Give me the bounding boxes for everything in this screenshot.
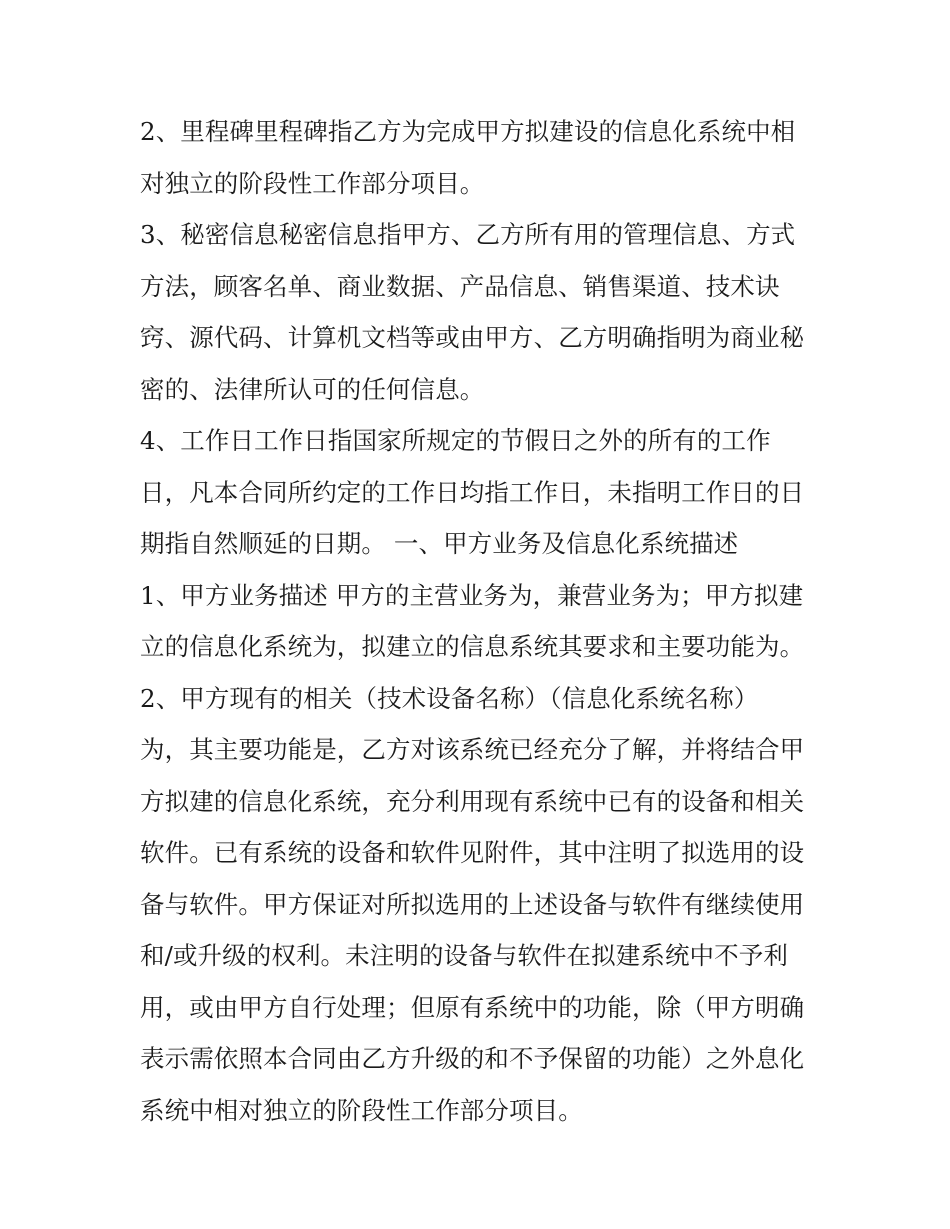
text-line: 窍、源代码、计算机文档等或由甲方、乙方明确指明为商业秘 — [140, 323, 805, 352]
text-line: 软件。已有系统的设备和软件见附件，其中注明了拟选用的设 — [140, 838, 805, 867]
text-line: 2、甲方现有的相关（技术设备名称）（信息化系统名称） — [140, 683, 759, 713]
text-line: 3、秘密信息秘密信息指甲方、乙方所有用的管理信息、方式 — [140, 220, 796, 249]
text-line: 方法，顾客名单、商业数据、产品信息、销售渠道、技术诀 — [140, 271, 780, 301]
text-line: 对独立的阶段性工作部分项目。 — [140, 168, 485, 198]
text-line: 为，其主要功能是，乙方对该系统已经充分了解，并将结合甲 — [140, 735, 805, 764]
text-line: 1、甲方业务描述 甲方的主营业务为，兼营业务为；甲方拟建 — [140, 580, 804, 610]
text-line: 密的、法律所认可的任何信息。 — [140, 374, 485, 404]
text-line: 方拟建的信息化系统，充分利用现有系统中已有的设备和相关 — [140, 786, 805, 816]
document-body — [140, 106, 820, 1136]
text-line: 备与软件。甲方保证对所拟选用的上述设备与软件有继续使用 — [140, 889, 805, 919]
text-line: 2、里程碑里程碑指乙方为完成甲方拟建设的信息化系统中相 — [140, 117, 796, 146]
text-line: 和/或升级的权利。未注明的设备与软件在拟建系统中不予利 — [140, 941, 788, 970]
text-line: 日，凡本合同所约定的工作日均指工作日，未指明工作日的日 — [140, 477, 805, 507]
text-line: 系统中相对独立的阶段性工作部分项目。 — [140, 1095, 583, 1125]
text-line: 表示需依照本合同由乙方升级的和不予保留的功能）之外息化 — [140, 1044, 805, 1073]
text-line: 用，或由甲方自行处理；但原有系统中的功能，除（甲方明确 — [140, 992, 805, 1022]
text-line: 立的信息化系统为，拟建立的信息系统其要求和主要功能为。 — [140, 632, 805, 661]
text-line: 期指自然顺延的日期。 一、甲方业务及信息化系统描述 — [140, 529, 739, 558]
text-line: 4、工作日工作日指国家所规定的节假日之外的所有的工作 — [140, 426, 771, 455]
